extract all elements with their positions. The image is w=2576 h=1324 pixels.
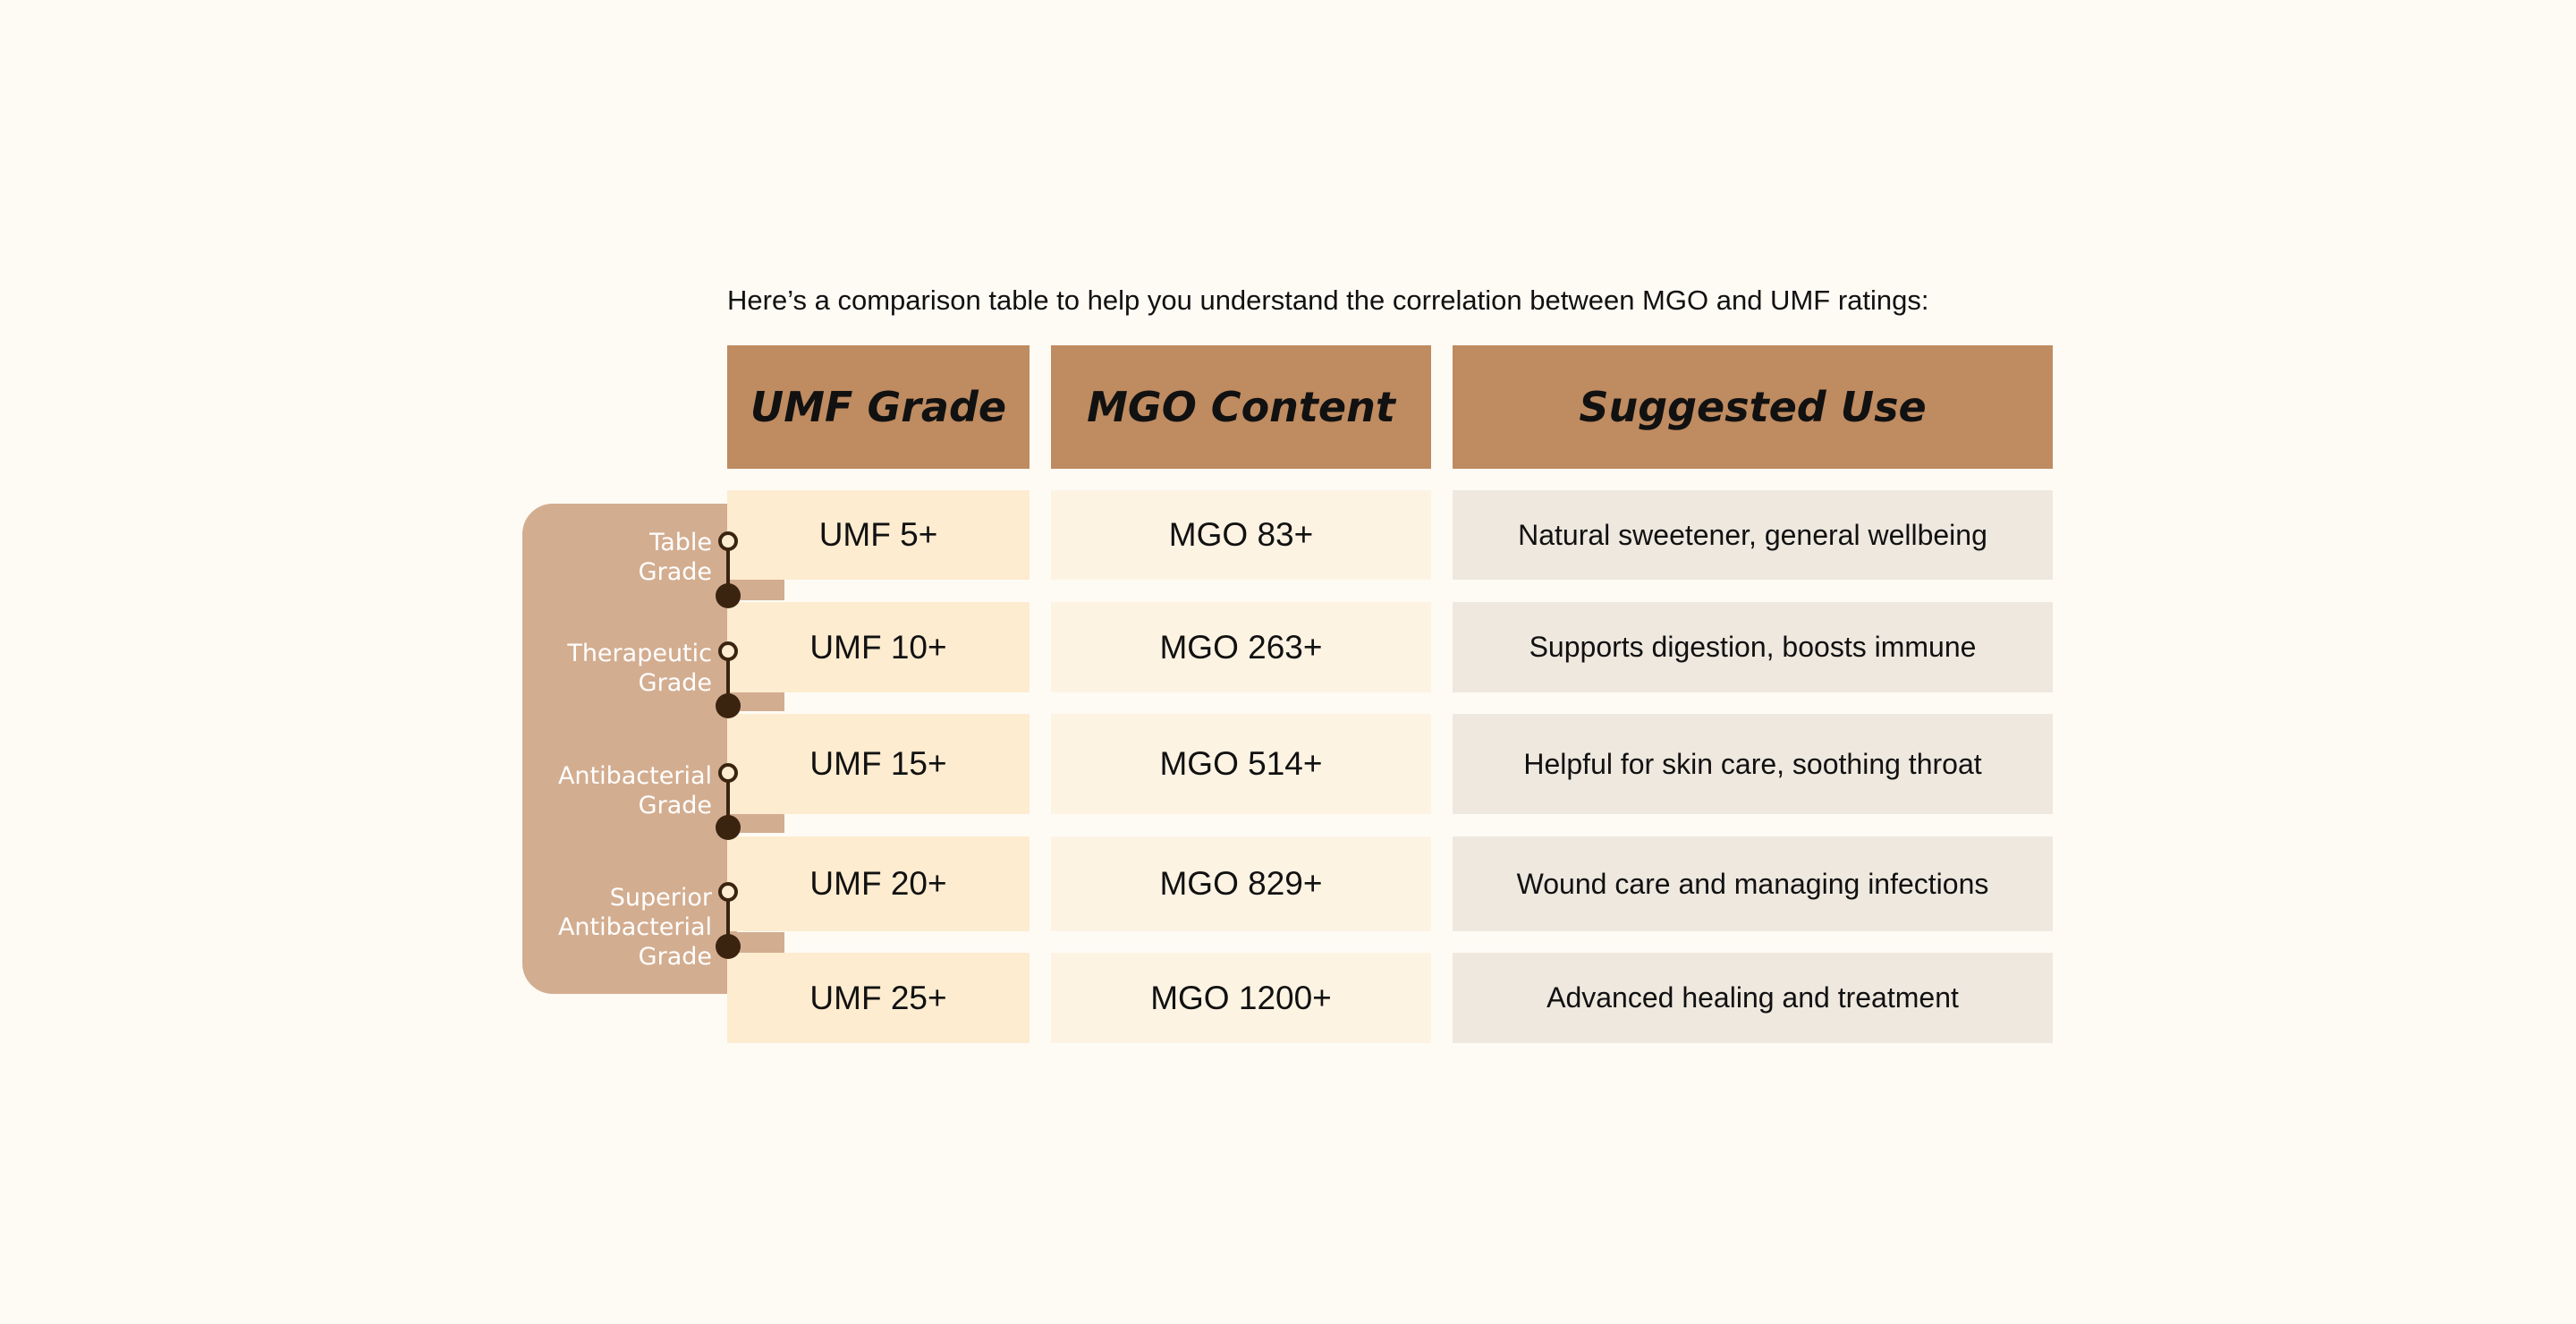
intro-text: Here’s a comparison table to help you understand the correlation between MGO and UMF ratings: (727, 284, 1929, 316)
grade-label-line: Antibacterial (557, 913, 712, 941)
grade-label-superior-antibacterial (558, 883, 712, 972)
grade-label-line: Table (649, 529, 712, 556)
grade-label-line: Therapeutic (567, 640, 712, 667)
umf-cell: UMF 5+ (727, 490, 1030, 580)
connector-ring-icon (718, 641, 738, 661)
umf-cell: UMF 20+ (727, 836, 1030, 931)
grade-label-line: Grade (638, 792, 712, 819)
grade-label-antibacterial (558, 761, 712, 820)
mgo-cell: MGO 83+ (1051, 490, 1431, 580)
use-cell: Wound care and managing infections (1453, 836, 2053, 931)
header-umf-grade: UMF Grade (727, 345, 1030, 469)
use-cell: Supports digestion, boosts immune (1453, 602, 2053, 692)
umf-cell: UMF 15+ (727, 714, 1030, 814)
grade-label-line: Superior (609, 884, 712, 912)
grade-label-line: Grade (638, 943, 712, 971)
connector-dot-icon (716, 934, 741, 959)
grade-connector (718, 763, 738, 844)
grade-label-line: Antibacterial (557, 762, 712, 790)
use-cell: Natural sweetener, general wellbeing (1453, 490, 2053, 580)
grade-label-therapeutic (567, 639, 712, 698)
mgo-cell: MGO 829+ (1051, 836, 1431, 931)
header-suggested-use: Suggested Use (1453, 345, 2053, 469)
grade-label-line: Grade (638, 558, 712, 586)
connector-ring-icon (718, 763, 738, 783)
grade-label-table (639, 528, 712, 587)
grade-connector (718, 882, 738, 963)
use-cell: Helpful for skin care, soothing throat (1453, 714, 2053, 814)
header-mgo-content: MGO Content (1051, 345, 1431, 469)
umf-cell: UMF 25+ (727, 953, 1030, 1043)
connector-dot-icon (716, 693, 741, 718)
mgo-cell: MGO 263+ (1051, 602, 1431, 692)
mgo-cell: MGO 1200+ (1051, 953, 1431, 1043)
grade-label-line: Grade (638, 669, 712, 697)
connector-dot-icon (716, 583, 741, 608)
mgo-cell: MGO 514+ (1051, 714, 1431, 814)
grade-connector (718, 641, 738, 722)
use-cell: Advanced healing and treatment (1453, 953, 2053, 1043)
connector-ring-icon (718, 882, 738, 902)
connector-dot-icon (716, 815, 741, 840)
connector-ring-icon (718, 531, 738, 551)
grade-connector (718, 531, 738, 612)
umf-cell: UMF 10+ (727, 602, 1030, 692)
